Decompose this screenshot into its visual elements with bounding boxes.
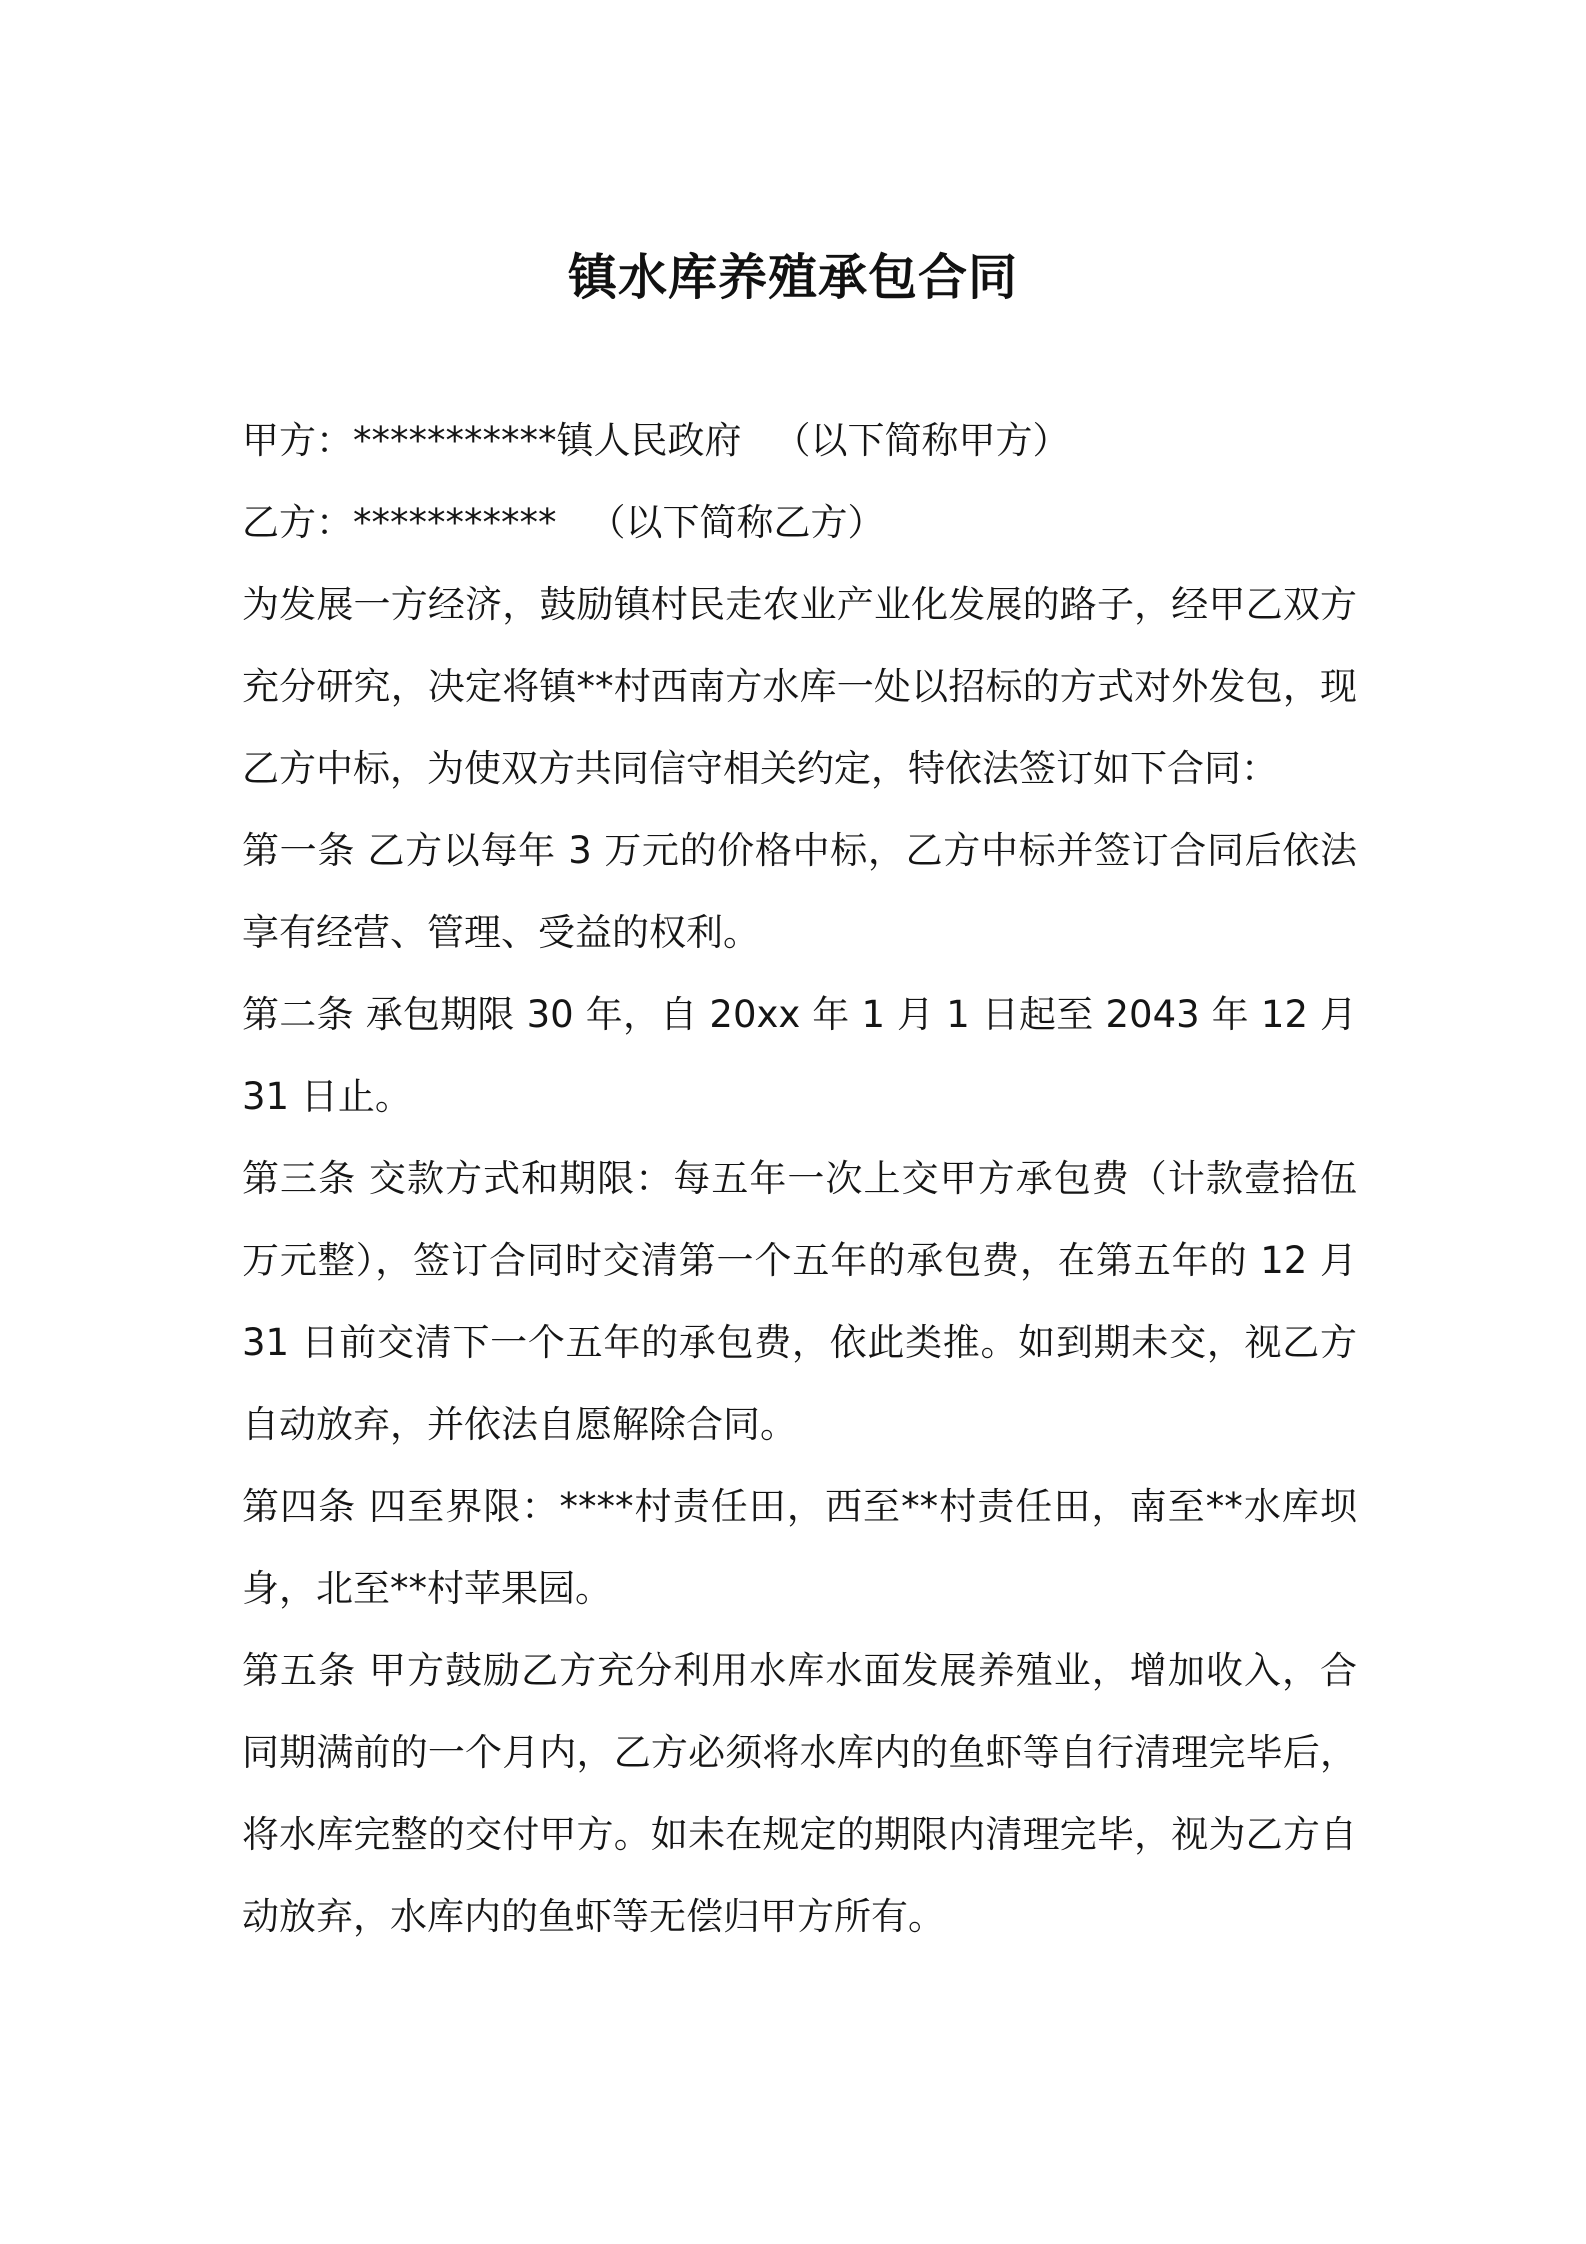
party-b-note: （以下简称乙方） [588, 501, 885, 544]
page-title: 镇水库养殖承包合同 [567, 248, 1018, 306]
article-5: 第五条 甲方鼓励乙方充分利用水库水面发展养殖业，增加收入，合同期满前的一个月内，乙方必须将水库内的鱼虾等自行清理完毕后，将水库完整的交付甲方。如未在规定的期限内清理完毕，视为乙方自动放弃，水库内的鱼虾等无偿归甲方所有。 [242, 1649, 1357, 1938]
intro-paragraph: 为发展一方经济，鼓励镇村民走农业产业化发展的路子，经甲乙双方充分研究，决定将镇**村西南方水库一处以招标的方式对外发包，现乙方中标，为使双方共同信守相关约定，特依法签订如下合同： [242, 583, 1357, 790]
article-3: 第三条 交款方式和期限：每五年一次上交甲方承包费（计款壹拾伍万元整），签订合同时交清第一个五年的承包费，在第五年的 12 月 31 日前交清下一个五年的承包费，依此类推。如到期未交，视乙方自动放弃，并依法自愿解除合同。 [242, 1157, 1357, 1446]
party-b-label: 乙方： [242, 501, 353, 544]
article-1: 第一条 乙方以每年 3 万元的价格中标，乙方中标并签订合同后依法享有经营、管理、受益的权利。 [242, 829, 1357, 954]
article-2: 第二条 承包期限 30 年，自 20xx 年 1 月 1 日起至 2043 年 12 月 31 日止。 [242, 993, 1357, 1118]
party-a-line [242, 400, 1357, 482]
party-a-label: 甲方： [242, 419, 353, 462]
party-b-line [242, 482, 1357, 564]
party-a-note: （以下简称甲方） [773, 419, 1070, 462]
article-4: 第四条 四至界限：****村责任田，西至**村责任田，南至**水库坝身，北至**村苹果园。 [242, 1485, 1357, 1610]
party-b-name: *********** [353, 501, 557, 544]
contract-body [242, 400, 1357, 1958]
party-a-name: ***********镇人民政府 [353, 419, 742, 462]
